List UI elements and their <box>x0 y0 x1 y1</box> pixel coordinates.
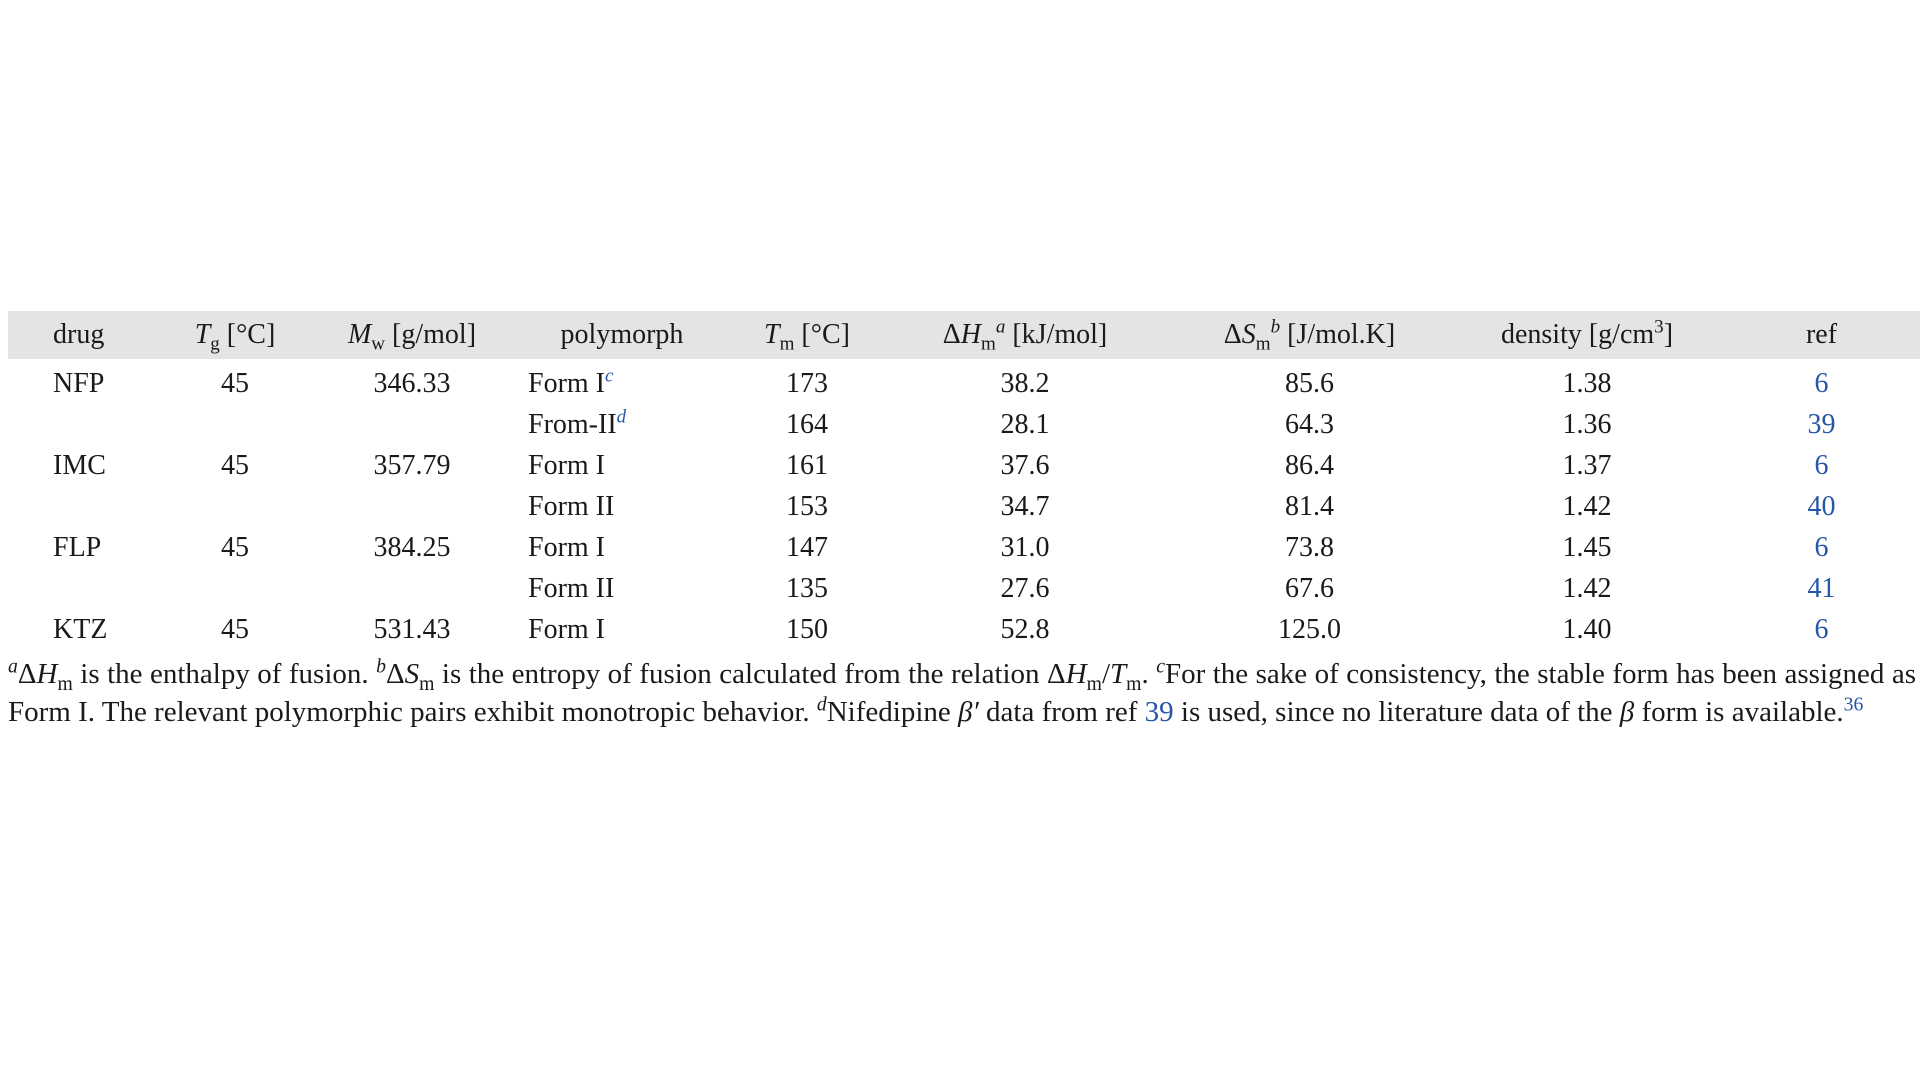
cell-entropy: 64.3 <box>1285 408 1334 440</box>
cell-enthalpy: 37.6 <box>1000 449 1050 481</box>
citation-link[interactable]: 36 <box>1843 693 1864 716</box>
cell-ref[interactable]: 6 <box>1814 367 1829 399</box>
cell-tm: 161 <box>786 449 828 481</box>
footnote-mark[interactable]: c <box>605 365 614 387</box>
cell-tg <box>158 568 312 609</box>
cell-drug: FLP <box>53 531 102 563</box>
cell-enthalpy: 28.1 <box>1000 408 1050 440</box>
table-row <box>8 404 1920 445</box>
header-drug: drug <box>53 319 105 350</box>
cell-tg: 45 <box>221 449 249 481</box>
cell-mw: 346.33 <box>373 367 451 399</box>
footnote-d-text: Nifedipine <box>826 696 958 728</box>
cell-tm: 153 <box>786 490 828 522</box>
cell-enthalpy: 52.8 <box>1000 613 1050 645</box>
cell-polymorph: Form I <box>528 613 605 645</box>
cell-entropy: 73.8 <box>1285 531 1334 563</box>
table-header-row <box>8 311 1920 359</box>
footnote-a-mark: a <box>8 655 18 678</box>
footnote-c-mark: c <box>1156 655 1165 678</box>
cell-mw <box>312 486 512 527</box>
cell-drug: IMC <box>53 449 106 481</box>
table-row <box>8 486 1920 527</box>
properties-table <box>8 311 1920 650</box>
table-row <box>8 527 1920 568</box>
cell-tm: 173 <box>786 367 828 399</box>
cell-tg: 45 <box>221 531 249 563</box>
cell-ref[interactable]: 41 <box>1807 572 1836 604</box>
table-row <box>8 359 1920 404</box>
footnote-d-mark: d <box>816 693 827 716</box>
cell-entropy: 81.4 <box>1285 490 1334 522</box>
cell-enthalpy: 27.6 <box>1000 572 1050 604</box>
cell-drug <box>8 486 158 527</box>
cell-tm: 150 <box>786 613 828 645</box>
cell-polymorph: From-$II^d$ <box>528 406 627 440</box>
cell-ref[interactable]: 39 <box>1807 408 1836 440</box>
table-footnotes: $^a\Delta H_m$ is the enthalpy of fusion. $^b\Delta S_m$ is the entropy of fusion calculated from the relation $\Delta H_m/T_m$. $^c$For the sake of consistency, the stable form has been assigned as Form I. The relevant polymorphic pairs exhibit monotropic behavior. $^d$Nifedipine β′ data from ref 39 is used, since no literature data of the β form is available.$^{36}$ <box>8 655 1917 728</box>
cell-enthalpy: 38.2 <box>1000 367 1050 399</box>
cell-polymorph: Form I <box>528 531 605 563</box>
table-row <box>8 445 1920 486</box>
cell-tm: 164 <box>786 408 828 440</box>
cell-drug: NFP <box>53 367 105 399</box>
header-mw: $M_w$ [g/mol] <box>347 319 477 355</box>
cell-tm: 147 <box>786 531 828 563</box>
header-enthalpy: $\Delta H_m^a$ [kJ/mol] <box>942 316 1108 355</box>
cell-drug: KTZ <box>53 613 108 645</box>
cell-entropy: 86.4 <box>1285 449 1334 481</box>
footnote-c-text: For the sake of consistency, the stable form has been assigned as Form I. The relevant polymorphic pairs exhibit monotropic behavior. <box>8 658 1917 728</box>
cell-mw: 531.43 <box>373 613 451 645</box>
header-tg: $T_g$ [°C] <box>194 319 276 355</box>
cell-mw: 357.79 <box>373 449 451 481</box>
footnote-a-text: is the enthalpy of fusion. <box>72 658 377 690</box>
cell-density: 1.37 <box>1562 449 1612 481</box>
cell-polymorph: Form I <box>528 449 605 481</box>
cell-entropy: 85.6 <box>1285 367 1334 399</box>
cell-mw: 384.25 <box>373 531 451 563</box>
properties-table-container <box>8 311 1920 650</box>
header-tm: $T_m$ [°C] <box>764 319 850 355</box>
cell-enthalpy: 34.7 <box>1000 490 1050 522</box>
header-ref: ref <box>1805 319 1838 350</box>
cell-density: 1.45 <box>1562 531 1612 563</box>
header-density: density $[g/cm^3]$ <box>1500 316 1674 350</box>
header-polymorph: polymorph <box>560 319 684 350</box>
cell-ref[interactable]: 40 <box>1807 490 1836 522</box>
cell-entropy: 125.0 <box>1278 613 1341 645</box>
cell-density: 1.40 <box>1562 613 1612 645</box>
cell-tg: 45 <box>221 367 249 399</box>
cell-tg <box>158 404 312 445</box>
header-entropy: $\Delta S_m^b$ [J/mol.K] <box>1223 316 1396 355</box>
cell-density: 1.36 <box>1562 408 1612 440</box>
cell-density: 1.42 <box>1562 572 1612 604</box>
cell-entropy: 67.6 <box>1285 572 1334 604</box>
footnote-ref-link[interactable]: 39 <box>1144 696 1174 728</box>
cell-mw <box>312 568 512 609</box>
cell-polymorph: Form II <box>528 572 615 604</box>
cell-polymorph: Form II <box>528 490 615 522</box>
cell-drug <box>8 568 158 609</box>
cell-density: 1.38 <box>1562 367 1612 399</box>
cell-enthalpy: 31.0 <box>1000 531 1050 563</box>
table-row <box>8 568 1920 609</box>
cell-tg <box>158 486 312 527</box>
cell-mw <box>312 404 512 445</box>
table-row <box>8 609 1920 650</box>
table-body <box>8 359 1920 650</box>
cell-ref[interactable]: 6 <box>1814 613 1829 645</box>
cell-ref[interactable]: 6 <box>1814 449 1829 481</box>
cell-density: 1.42 <box>1562 490 1612 522</box>
cell-ref[interactable]: 6 <box>1814 531 1829 563</box>
footnote-b-text: is the entropy of fusion calculated from the relation <box>434 658 1048 690</box>
cell-drug <box>8 404 158 445</box>
cell-polymorph: Form $I^c$ <box>528 365 614 399</box>
cell-tm: 135 <box>786 572 828 604</box>
cell-tg: 45 <box>221 613 249 645</box>
footnote-mark[interactable]: d <box>616 406 627 428</box>
footnote-b-mark: b <box>376 655 386 678</box>
